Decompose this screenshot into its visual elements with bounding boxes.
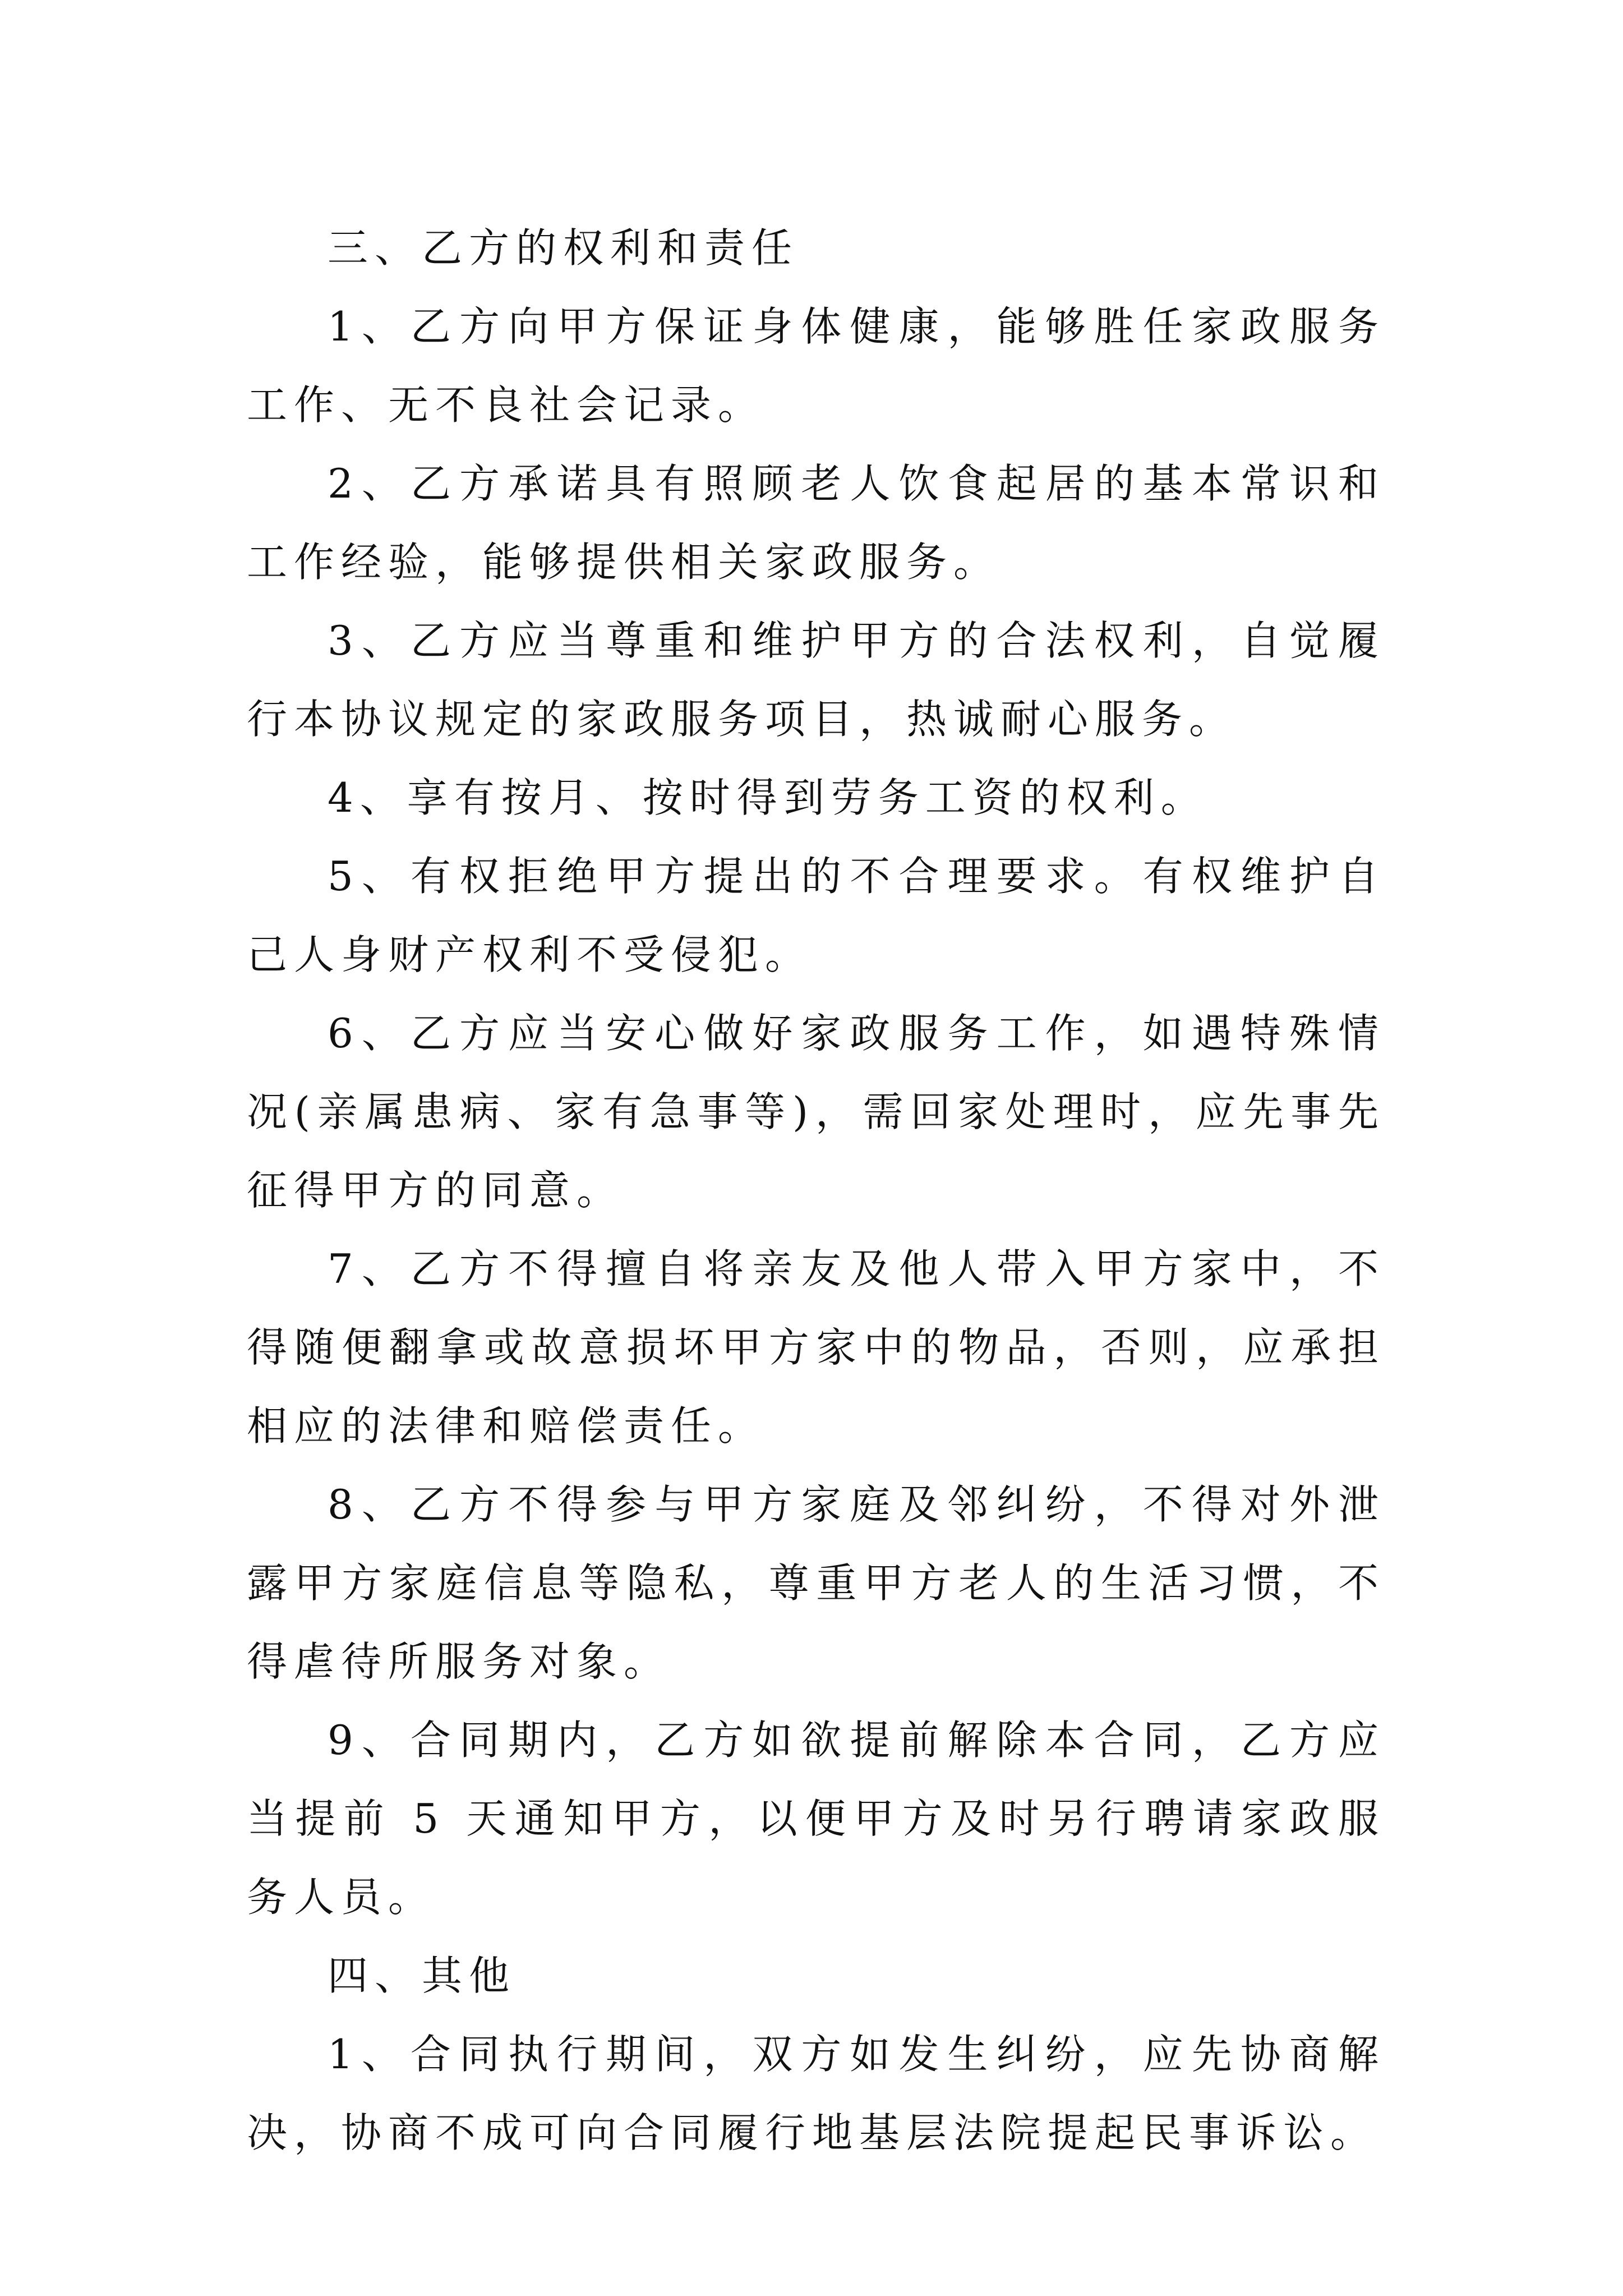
clause-item: 6、乙方应当安心做好家政服务工作，如遇特殊情况(亲属患病、家有急事等)，需回家处理时，应先事先征得甲方的同意。 [247,1010,1385,1214]
section-title: 四、其他 [328,1952,517,1999]
clause-item: 1、乙方向甲方保证身体健康，能够胜任家政服务工作、无不良社会记录。 [247,303,1385,429]
document-body [247,209,1385,2172]
clause-item: 7、乙方不得擅自将亲友及他人带入甲方家中，不得随便翻拿或故意损坏甲方家中的物品，否则，应承担相应的法律和赔偿责任。 [247,1245,1385,1450]
clause-item: 5、有权拒绝甲方提出的不合理要求。有权维护自己人身财产权利不受侵犯。 [247,853,1385,978]
clause-item: 9、合同期内，乙方如欲提前解除本合同，乙方应当提前 5 天通知甲方，以便甲方及时另行聘请家政服务人员。 [247,1717,1385,1921]
clause-item: 3、乙方应当尊重和维护甲方的合法权利，自觉履行本协议规定的家政服务项目，热诚耐心服务。 [247,617,1385,743]
clause-item: 4、享有按月、按时得到劳务工资的权利。 [328,774,1208,821]
clause-item: 2、乙方承诺具有照顾老人饮食起居的基本常识和工作经验，能够提供相关家政服务。 [247,460,1385,586]
clause-item: 8、乙方不得参与甲方家庭及邻纠纷，不得对外泄露甲方家庭信息等隐私，尊重甲方老人的生活习惯，不得虐待所服务对象。 [247,1481,1385,1685]
clause-item: 1、合同执行期间，双方如发生纠纷，应先协商解决，协商不成可向合同履行地基层法院提起民事诉讼。 [247,2031,1385,2156]
section-title: 三、乙方的权利和责任 [328,224,799,272]
